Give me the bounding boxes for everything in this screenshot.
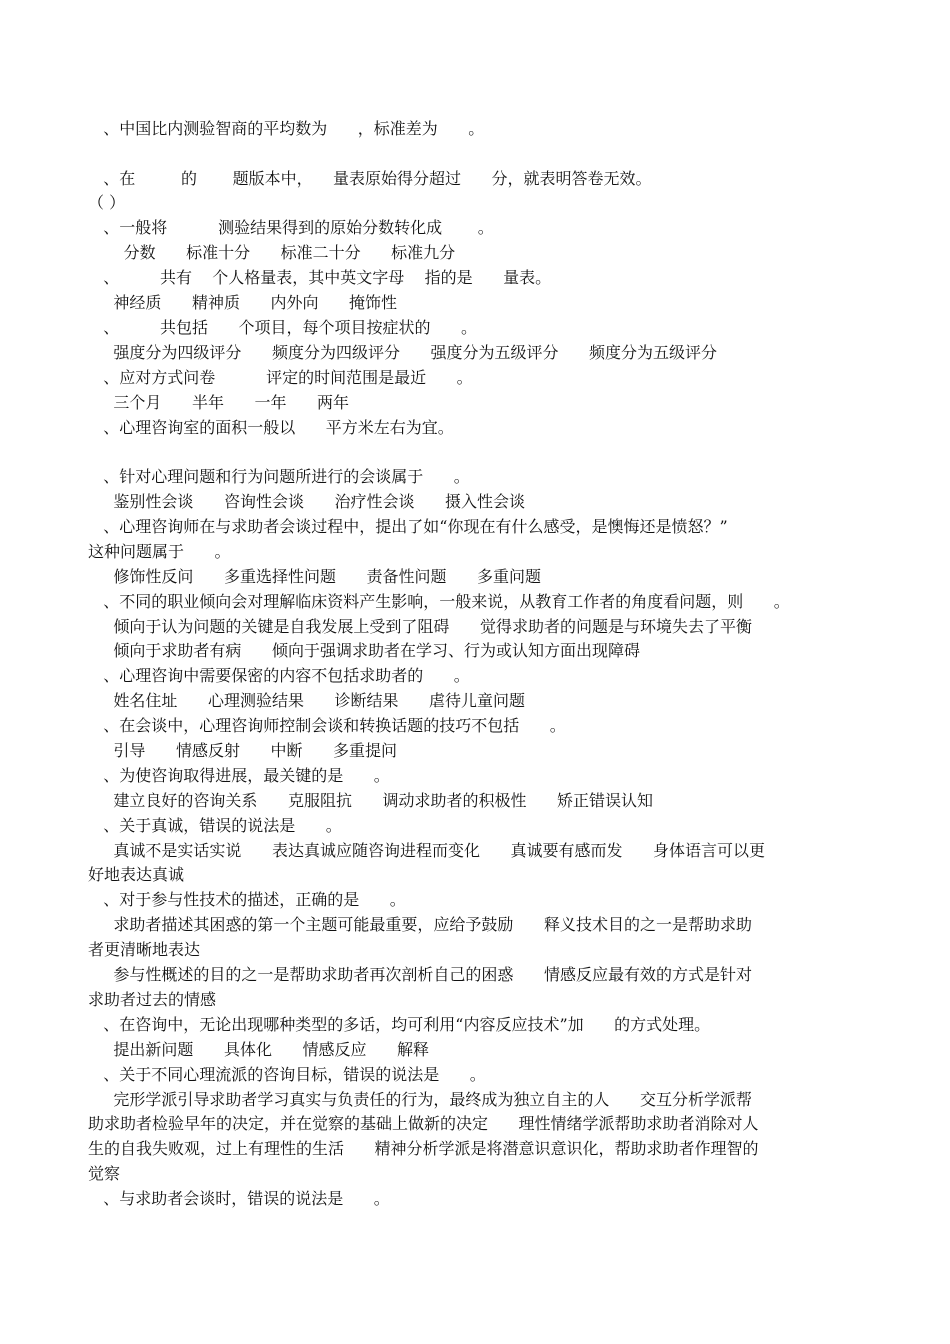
question-9-options: 修饰性反问 多重选择性问题 责备性问题 多重问题	[88, 567, 541, 586]
question-15-option-b: 参与性概述的目的之一是帮助求助者再次剖析自己的困惑 情感反应最有效的方式是针对	[88, 965, 752, 984]
question-13: 、为使咨询取得进展，最关键的是 。	[88, 766, 390, 785]
question-4: 、 共有 个人格量表，其中英文字母 指的是 量表。	[88, 268, 552, 287]
question-10-options-b: 倾向于求助者有病 倾向于强调求助者在学习、行为或认知方面出现障碍	[88, 641, 640, 660]
question-8: 、针对心理问题和行为问题所进行的会谈属于 。	[88, 467, 470, 486]
question-5: 、 共包括 个项目，每个项目按症状的 。	[88, 318, 477, 337]
question-16: 、在咨询中，无论出现哪种类型的多话，均可利用“内容反应技术”加 的方式处理。	[88, 1015, 711, 1034]
question-15-option-a: 求助者描述其困惑的第一个主题可能最重要，应给予鼓励 释义技术目的之一是帮助求助	[88, 915, 752, 934]
question-4-options: 神经质 精神质 内外向 掩饰性	[88, 293, 397, 312]
question-9-cont: 这种问题属于 。	[88, 542, 231, 561]
question-11: 、心理咨询中需要保密的内容不包括求助者的 。	[88, 666, 470, 685]
question-18: 、与求助者会谈时，错误的说法是 。	[88, 1189, 390, 1208]
question-16-options: 提出新问题 具体化 情感反应 解释	[88, 1040, 429, 1059]
question-6-options: 三个月 半年 一年 两年	[88, 393, 349, 412]
question-14-options: 真诚不是实话实说 表达真诚应随咨询进程而变化 真诚要有感而发 身体语言可以更	[88, 841, 765, 860]
question-15-option-b-cont: 求助者过去的情感	[88, 990, 217, 1009]
question-11-options: 姓名住址 心理测验结果 诊断结果 虐待儿童问题	[88, 691, 525, 710]
question-13-options: 建立良好的咨询关系 克服阻抗 调动求助者的积极性 矫正错误认知	[88, 791, 653, 810]
question-15-option-a-cont: 者更清晰地表达	[88, 940, 201, 959]
question-17-options-2: 助求助者检验早年的决定，并在觉察的基础上做新的决定 理性情绪学派帮助求助者消除对人	[88, 1114, 759, 1133]
question-2-paren: （ ）	[88, 193, 126, 212]
question-14-options-cont: 好地表达真诚	[88, 865, 185, 884]
question-5-options: 强度分为四级评分 频度分为四级评分 强度分为五级评分 频度分为五级评分	[88, 343, 717, 362]
question-15: 、对于参与性技术的描述，正确的是 。	[88, 890, 406, 909]
question-3-options: 分数 标准十分 标准二十分 标准九分	[88, 243, 456, 262]
question-12: 、在会谈中，心理咨询师控制会谈和转换话题的技巧不包括 。	[88, 716, 566, 735]
question-17-options-4: 觉察	[88, 1164, 121, 1183]
question-14: 、关于真诚，错误的说法是 。	[88, 816, 342, 835]
question-17-options-1: 完形学派引导求助者学习真实与负责任的行为，最终成为独立自主的人 交互分析学派帮	[88, 1090, 752, 1109]
question-7: 、心理咨询室的面积一般以 平方米左右为宜。	[88, 418, 454, 437]
question-12-options: 引导 情感反射 中断 多重提问	[88, 741, 397, 760]
question-17-options-3: 生的自我失败观，过上有理性的生活 精神分析学派是将潜意识意识化，帮助求助者作理智的	[88, 1139, 759, 1158]
question-6: 、应对方式问卷 评定的时间范围是最近 。	[88, 368, 473, 387]
question-1: 、中国比内测验智商的平均数为 ，标准差为 。	[88, 119, 485, 138]
question-3: 、一般将 测验结果得到的原始分数转化成 。	[88, 218, 494, 237]
question-10: 、不同的职业倾向会对理解临床资料产生影响，一般来说，从教育工作者的角度看问题，则 。	[88, 592, 790, 611]
question-8-options: 鉴别性会谈 咨询性会谈 治疗性会谈 摄入性会谈	[88, 492, 525, 511]
question-10-options-a: 倾向于认为问题的关键是自我发展上受到了阻碍 觉得求助者的问题是与环境失去了平衡	[88, 617, 752, 636]
question-9: 、心理咨询师在与求助者会谈过程中，提出了如“你现在有什么感受，是懊悔还是愤怒？”	[88, 517, 728, 536]
question-17: 、关于不同心理流派的咨询目标，错误的说法是 。	[88, 1065, 486, 1084]
question-2: 、在 的 题版本中， 量表原始得分超过 分，就表明答卷无效。	[88, 169, 652, 188]
